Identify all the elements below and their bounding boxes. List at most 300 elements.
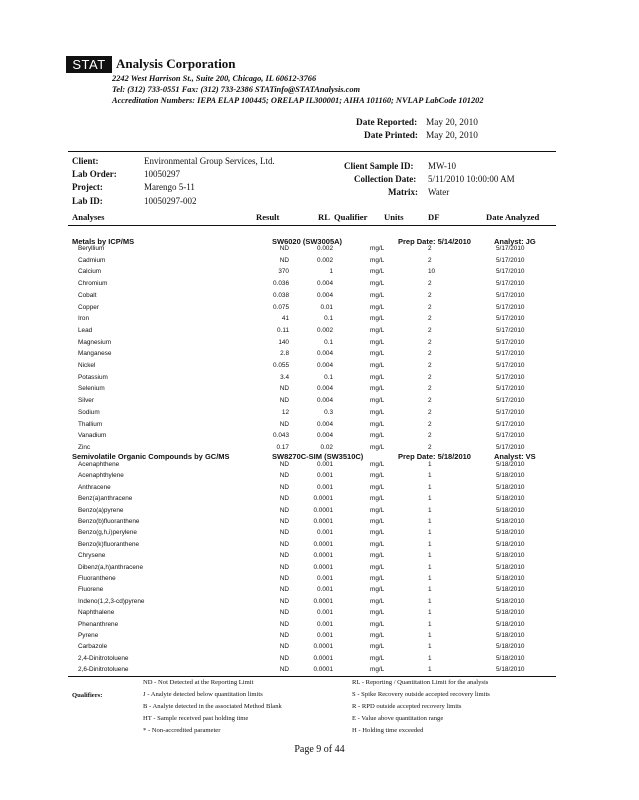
rl-cell: 0.001 <box>317 472 333 480</box>
rl-cell: 0.004 <box>317 280 333 288</box>
units-cell: mg/L <box>370 518 385 525</box>
df-cell: 1 <box>428 563 432 571</box>
units-cell: mg/L <box>370 256 385 264</box>
header-divider <box>68 151 556 152</box>
table-row <box>0 385 639 396</box>
date-analyzed-cell: 5/17/2010 <box>496 385 525 393</box>
units-cell: mg/L <box>370 461 385 468</box>
df-cell: 1 <box>428 529 432 537</box>
rl-cell: 0.004 <box>317 420 333 428</box>
units-cell: mg/L <box>370 408 385 416</box>
date-analyzed-cell: 5/17/2010 <box>496 326 525 334</box>
footnote-right-1: S - Spike Recovery outside accepted recovery limits <box>352 691 490 698</box>
col-date-analyzed: Date Analyzed <box>486 212 540 222</box>
footnote-left-0: ND - Not Detected at the Reporting Limit <box>143 679 254 686</box>
rl-cell: 0.004 <box>317 350 333 358</box>
analyte-cell: Naphthalene <box>78 609 115 617</box>
df-cell: 1 <box>428 632 432 639</box>
footnote-left-3: HT - Sample received past holding time <box>143 715 249 722</box>
date-analyzed-cell: 5/18/2010 <box>496 506 525 514</box>
date-analyzed-cell: 5/18/2010 <box>496 472 525 480</box>
company-name: Analysis Corporation <box>116 56 236 71</box>
units-cell: mg/L <box>370 552 385 560</box>
df-cell: 2 <box>428 420 432 428</box>
df-cell: 2 <box>428 303 432 311</box>
rl-cell: 0.02 <box>320 443 333 451</box>
df-cell: 2 <box>428 245 432 252</box>
date-analyzed-cell: 5/18/2010 <box>496 563 525 571</box>
analyte-cell: 2,6-Dinitrotoluene <box>78 666 129 674</box>
df-cell: 1 <box>428 609 432 617</box>
result-cell: ND <box>279 552 289 560</box>
table-row <box>0 292 639 303</box>
units-cell: mg/L <box>370 620 385 628</box>
df-cell: 1 <box>428 495 432 503</box>
analyte-cell: Anthracene <box>78 483 111 491</box>
df-cell: 1 <box>428 483 432 491</box>
result-cell: 0.17 <box>276 443 289 451</box>
rl-cell: 0.001 <box>317 609 333 617</box>
analyte-cell: Selenium <box>78 385 105 393</box>
date-analyzed-cell: 5/17/2010 <box>496 350 525 358</box>
analyte-cell: Phenanthrene <box>78 620 119 628</box>
rl-cell: 0.004 <box>317 397 333 405</box>
table-row <box>0 339 639 350</box>
table-row <box>0 564 639 575</box>
table-row <box>0 397 639 408</box>
units-cell: mg/L <box>370 338 385 346</box>
units-cell: mg/L <box>370 385 385 393</box>
date-analyzed-cell: 5/17/2010 <box>496 397 525 405</box>
analyte-cell: Chrysene <box>78 552 106 560</box>
units-cell: mg/L <box>370 632 385 639</box>
date-analyzed-cell: 5/18/2010 <box>496 461 525 468</box>
result-cell: 0.055 <box>273 362 289 369</box>
result-cell: ND <box>279 506 289 514</box>
rl-cell: 0.004 <box>317 362 333 369</box>
rl-cell: 0.004 <box>317 291 333 299</box>
table-row <box>0 609 639 620</box>
rl-cell: 0.1 <box>324 373 333 381</box>
units-cell: mg/L <box>370 540 385 548</box>
date-printed-value: May 20, 2010 <box>426 131 478 141</box>
units-cell: mg/L <box>370 575 385 582</box>
footnote-right-4: H - Holding time exceeded <box>352 727 424 734</box>
section-analyst-metals: Analyst: JG <box>494 237 536 246</box>
date-analyzed-cell: 5/17/2010 <box>496 432 525 440</box>
footnote-left-2: B - Analyte detected in the associated Method Blank <box>143 703 282 710</box>
df-cell: 10 <box>428 268 436 276</box>
df-cell: 2 <box>428 432 432 440</box>
units-cell: mg/L <box>370 350 385 358</box>
project-label: Project: <box>72 182 103 192</box>
table-row <box>0 327 639 338</box>
table-row <box>0 575 639 586</box>
df-cell: 2 <box>428 256 432 264</box>
date-analyzed-cell: 5/17/2010 <box>496 362 525 369</box>
col-units: Units <box>384 212 404 222</box>
table-row <box>0 362 639 373</box>
lab-order-value: 10050297 <box>144 169 180 179</box>
table-row <box>0 598 639 609</box>
analyte-cell: Cadmium <box>78 256 106 264</box>
client-sample-id-value: MW-10 <box>428 161 456 171</box>
result-cell: ND <box>279 385 289 393</box>
table-row <box>0 472 639 483</box>
analyte-cell: Benzo(a)pyrene <box>78 506 124 514</box>
analyte-cell: Carbazole <box>78 643 108 651</box>
table-row <box>0 484 639 495</box>
rl-cell: 0.0001 <box>313 563 333 571</box>
rl-cell: 0.002 <box>317 245 333 252</box>
analyte-cell: Sodium <box>78 408 100 416</box>
result-cell: 41 <box>281 315 289 323</box>
units-cell: mg/L <box>370 362 385 369</box>
table-row <box>0 304 639 315</box>
units-cell: mg/L <box>370 609 385 617</box>
df-cell: 1 <box>428 472 432 480</box>
date-analyzed-cell: 5/18/2010 <box>496 575 525 582</box>
analyte-cell: Nickel <box>78 362 96 369</box>
df-cell: 2 <box>428 373 432 381</box>
analyte-cell: Acenaphthylene <box>78 472 124 480</box>
date-analyzed-cell: 5/18/2010 <box>496 609 525 617</box>
df-cell: 2 <box>428 291 432 299</box>
analyte-cell: Cobalt <box>78 291 97 299</box>
table-row <box>0 632 639 643</box>
table-row <box>0 495 639 506</box>
rl-cell: 0.001 <box>317 483 333 491</box>
result-cell: ND <box>279 586 289 594</box>
lab-id-label: Lab ID: <box>72 196 103 206</box>
date-analyzed-cell: 5/17/2010 <box>496 315 525 323</box>
df-cell: 1 <box>428 506 432 514</box>
units-cell: mg/L <box>370 280 385 288</box>
units-cell: mg/L <box>370 666 385 674</box>
table-row <box>0 552 639 563</box>
date-analyzed-cell: 5/17/2010 <box>496 443 525 451</box>
analyte-cell: Benzo(k)fluoranthene <box>78 540 140 548</box>
analyte-cell: Thallium <box>78 420 103 428</box>
date-analyzed-cell: 5/17/2010 <box>496 373 525 381</box>
date-analyzed-cell: 5/17/2010 <box>496 291 525 299</box>
df-cell: 1 <box>428 552 432 560</box>
result-cell: ND <box>279 461 289 468</box>
result-cell: 140 <box>278 338 289 346</box>
lab-order-label: Lab Order: <box>72 169 117 179</box>
date-analyzed-cell: 5/17/2010 <box>496 245 525 252</box>
analyte-cell: Calcium <box>78 268 102 276</box>
date-analyzed-cell: 5/18/2010 <box>496 495 525 503</box>
units-cell: mg/L <box>370 373 385 381</box>
analyte-cell: Manganese <box>78 350 112 358</box>
result-cell: 0.075 <box>273 303 289 311</box>
section-title-metals: Metals by ICP/MS <box>72 237 135 246</box>
rl-cell: 0.0001 <box>313 495 333 503</box>
rl-cell: 0.004 <box>317 385 333 393</box>
rl-cell: 0.0001 <box>313 518 333 525</box>
analyte-cell: Benz(a)anthracene <box>78 495 133 503</box>
units-cell: mg/L <box>370 268 385 276</box>
units-cell: mg/L <box>370 495 385 503</box>
rl-cell: 0.002 <box>317 256 333 264</box>
rl-cell: 0.01 <box>320 303 333 311</box>
section-title-svoc: Semivolatile Organic Compounds by GC/MS <box>72 452 230 461</box>
units-cell: mg/L <box>370 291 385 299</box>
units-cell: mg/L <box>370 483 385 491</box>
units-cell: mg/L <box>370 303 385 311</box>
rl-cell: 0.0001 <box>313 552 333 560</box>
rl-cell: 0.0001 <box>313 597 333 605</box>
date-reported-value: May 20, 2010 <box>426 118 478 128</box>
analyte-cell: Copper <box>78 303 99 311</box>
analyte-cell: Silver <box>78 397 94 405</box>
df-cell: 1 <box>428 461 432 468</box>
units-cell: mg/L <box>370 563 385 571</box>
date-printed-label: Date Printed: <box>364 131 418 141</box>
result-cell: 0.043 <box>273 432 289 440</box>
result-cell: 2.8 <box>280 350 289 358</box>
df-cell: 2 <box>428 338 432 346</box>
col-rl: RL <box>318 212 330 222</box>
units-cell: mg/L <box>370 643 385 651</box>
result-cell: ND <box>279 529 289 537</box>
table-row <box>0 409 639 420</box>
footnote-right-0: RL - Reporting / Quantitation Limit for the analysis <box>352 679 489 686</box>
result-cell: ND <box>279 495 289 503</box>
analyte-cell: Iron <box>78 315 90 323</box>
analyte-cell: Dibenz(a,h)anthracene <box>78 563 144 571</box>
table-row <box>0 643 639 654</box>
result-cell: ND <box>279 609 289 617</box>
date-analyzed-cell: 5/18/2010 <box>496 518 525 525</box>
client-sample-id-label: Client Sample ID: <box>344 161 414 171</box>
analyte-cell: Pyrene <box>78 632 99 639</box>
df-cell: 1 <box>428 575 432 582</box>
rl-cell: 1 <box>329 268 333 276</box>
result-cell: 3.4 <box>280 373 289 381</box>
col-qualifier: Qualifier <box>334 212 368 222</box>
result-cell: 0.038 <box>273 291 289 299</box>
section-method-svoc: SW8270C-SIM (SW3510C) <box>272 452 364 461</box>
date-analyzed-cell: 5/18/2010 <box>496 586 525 594</box>
table-row <box>0 257 639 268</box>
result-cell: ND <box>279 563 289 571</box>
result-cell: ND <box>279 654 289 662</box>
rl-cell: 0.0001 <box>313 666 333 674</box>
df-cell: 1 <box>428 666 432 674</box>
result-cell: ND <box>279 620 289 628</box>
units-cell: mg/L <box>370 326 385 334</box>
table-row <box>0 655 639 666</box>
date-analyzed-cell: 5/18/2010 <box>496 540 525 548</box>
table-row <box>0 586 639 597</box>
result-cell: 370 <box>278 268 289 276</box>
rl-cell: 0.0001 <box>313 540 333 548</box>
analyte-cell: Benzo(g,h,i)perylene <box>78 529 137 537</box>
table-row <box>0 518 639 529</box>
analyte-cell: 2,4-Dinitrotoluene <box>78 654 129 662</box>
df-cell: 2 <box>428 315 432 323</box>
section-analyst-svoc: Analyst: VS <box>494 452 536 461</box>
units-cell: mg/L <box>370 443 385 451</box>
result-cell: ND <box>279 245 289 252</box>
analyte-cell: Lead <box>78 326 93 334</box>
lab-id-value: 10050297-002 <box>144 196 197 206</box>
date-analyzed-cell: 5/18/2010 <box>496 620 525 628</box>
table-row <box>0 621 639 632</box>
date-analyzed-cell: 5/18/2010 <box>496 552 525 560</box>
result-cell: ND <box>279 575 289 582</box>
result-cell: ND <box>279 643 289 651</box>
result-cell: ND <box>279 666 289 674</box>
collection-date-value: 5/11/2010 10:00:00 AM <box>428 174 515 184</box>
result-cell: ND <box>279 472 289 480</box>
analyte-cell: Benzo(b)fluoranthene <box>78 518 140 525</box>
rl-cell: 0.1 <box>324 315 333 323</box>
table-row <box>0 541 639 552</box>
result-cell: ND <box>279 483 289 491</box>
df-cell: 1 <box>428 620 432 628</box>
rl-cell: 0.001 <box>317 575 333 582</box>
analyte-cell: Fluorene <box>78 586 104 594</box>
units-cell: mg/L <box>370 597 385 605</box>
analyte-cell: Beryllium <box>78 245 105 252</box>
date-analyzed-cell: 5/17/2010 <box>496 268 525 276</box>
df-cell: 2 <box>428 385 432 393</box>
table-row <box>0 421 639 432</box>
section-method-metals: SW6020 (SW3005A) <box>272 237 343 246</box>
col-result: Result <box>256 212 280 222</box>
rl-cell: 0.3 <box>324 408 333 416</box>
footnote-left-1: J - Analyte detected below quantitation limits <box>143 691 263 698</box>
df-cell: 2 <box>428 408 432 416</box>
table-row <box>0 374 639 385</box>
df-cell: 1 <box>428 643 432 651</box>
rl-cell: 0.001 <box>317 461 333 468</box>
date-analyzed-cell: 5/17/2010 <box>496 256 525 264</box>
section-prep-date-svoc: Prep Date: 5/18/2010 <box>398 452 471 461</box>
result-cell: ND <box>279 518 289 525</box>
client-label: Client: <box>72 156 99 166</box>
result-cell: ND <box>279 597 289 605</box>
analyte-cell: Potassium <box>78 373 108 381</box>
df-cell: 1 <box>428 540 432 548</box>
units-cell: mg/L <box>370 432 385 440</box>
df-cell: 2 <box>428 397 432 405</box>
df-cell: 2 <box>428 280 432 288</box>
rl-cell: 0.004 <box>317 432 333 440</box>
table-row <box>0 461 639 472</box>
result-cell: 0.036 <box>273 280 289 288</box>
matrix-label: Matrix: <box>388 187 418 197</box>
analyte-cell: Fluoranthene <box>78 575 116 582</box>
df-cell: 1 <box>428 586 432 594</box>
date-analyzed-cell: 5/18/2010 <box>496 666 525 674</box>
table-row <box>0 432 639 443</box>
rl-cell: 0.001 <box>317 586 333 594</box>
col-df: DF <box>428 212 440 222</box>
footnote-left-4: * - Non-accredited parameter <box>143 727 221 734</box>
table-row <box>0 507 639 518</box>
project-value: Marengo 5-11 <box>144 182 195 192</box>
df-cell: 2 <box>428 350 432 358</box>
date-analyzed-cell: 5/18/2010 <box>496 529 525 537</box>
analyte-cell: Magnesium <box>78 338 112 346</box>
col-analyses: Analyses <box>72 212 105 222</box>
rl-cell: 0.001 <box>317 620 333 628</box>
result-cell: ND <box>279 540 289 548</box>
date-analyzed-cell: 5/18/2010 <box>496 643 525 651</box>
page-number: Page 9 of 44 <box>294 744 345 755</box>
units-cell: mg/L <box>370 506 385 514</box>
date-analyzed-cell: 5/18/2010 <box>496 483 525 491</box>
table-row <box>0 245 639 256</box>
analyte-cell: Acenaphthene <box>78 461 120 468</box>
table-row <box>0 315 639 326</box>
date-analyzed-cell: 5/18/2010 <box>496 632 525 639</box>
rl-cell: 0.0001 <box>313 654 333 662</box>
footnote-divider <box>68 676 556 677</box>
units-cell: mg/L <box>370 315 385 323</box>
rl-cell: 0.001 <box>317 529 333 537</box>
units-cell: mg/L <box>370 654 385 662</box>
df-cell: 1 <box>428 597 432 605</box>
df-cell: 1 <box>428 518 432 525</box>
analyte-cell: Chromium <box>78 280 108 288</box>
matrix-value: Water <box>428 187 450 197</box>
df-cell: 2 <box>428 326 432 334</box>
df-cell: 2 <box>428 362 432 369</box>
stat-logo: STAT <box>66 56 112 73</box>
table-row <box>0 280 639 291</box>
date-analyzed-cell: 5/17/2010 <box>496 420 525 428</box>
result-cell: ND <box>279 256 289 264</box>
footnote-right-2: R - RPD outside accepted recovery limits <box>352 703 462 710</box>
client-value: Environmental Group Services, Ltd. <box>144 156 275 166</box>
rl-cell: 0.002 <box>317 326 333 334</box>
qualifiers-label: Qualifiers: <box>72 692 103 699</box>
footnote-right-3: E - Value above quantitation range <box>352 715 444 722</box>
df-cell: 1 <box>428 654 432 662</box>
rl-cell: 0.0001 <box>313 643 333 651</box>
date-reported-label: Date Reported: <box>356 118 418 128</box>
rl-cell: 0.001 <box>317 632 333 639</box>
units-cell: mg/L <box>370 397 385 405</box>
units-cell: mg/L <box>370 529 385 537</box>
result-cell: 12 <box>281 408 289 416</box>
analyte-cell: Indeno(1,2,3-cd)pyrene <box>78 597 145 605</box>
company-address: 2242 West Harrison St., Suite 200, Chicago, IL 60612-3766 <box>112 74 317 83</box>
df-cell: 2 <box>428 443 432 451</box>
result-cell: 0.11 <box>277 326 289 334</box>
result-cell: ND <box>279 420 289 428</box>
units-cell: mg/L <box>370 586 385 594</box>
analyte-cell: Zinc <box>78 443 91 451</box>
units-cell: mg/L <box>370 245 385 252</box>
date-analyzed-cell: 5/17/2010 <box>496 303 525 311</box>
units-cell: mg/L <box>370 420 385 428</box>
collection-date-label: Collection Date: <box>354 174 417 184</box>
date-analyzed-cell: 5/18/2010 <box>496 597 525 605</box>
table-row <box>0 268 639 279</box>
date-analyzed-cell: 5/17/2010 <box>496 280 525 288</box>
accreditation-numbers: Accreditation Numbers: IEPA ELAP 100445; ORELAP IL300001; AIHA 101160; NVLAP LabCode 101202 <box>112 96 484 105</box>
analyte-cell: Vanadium <box>78 432 107 440</box>
units-cell: mg/L <box>370 472 385 480</box>
rl-cell: 0.0001 <box>313 506 333 514</box>
table-row <box>0 529 639 540</box>
